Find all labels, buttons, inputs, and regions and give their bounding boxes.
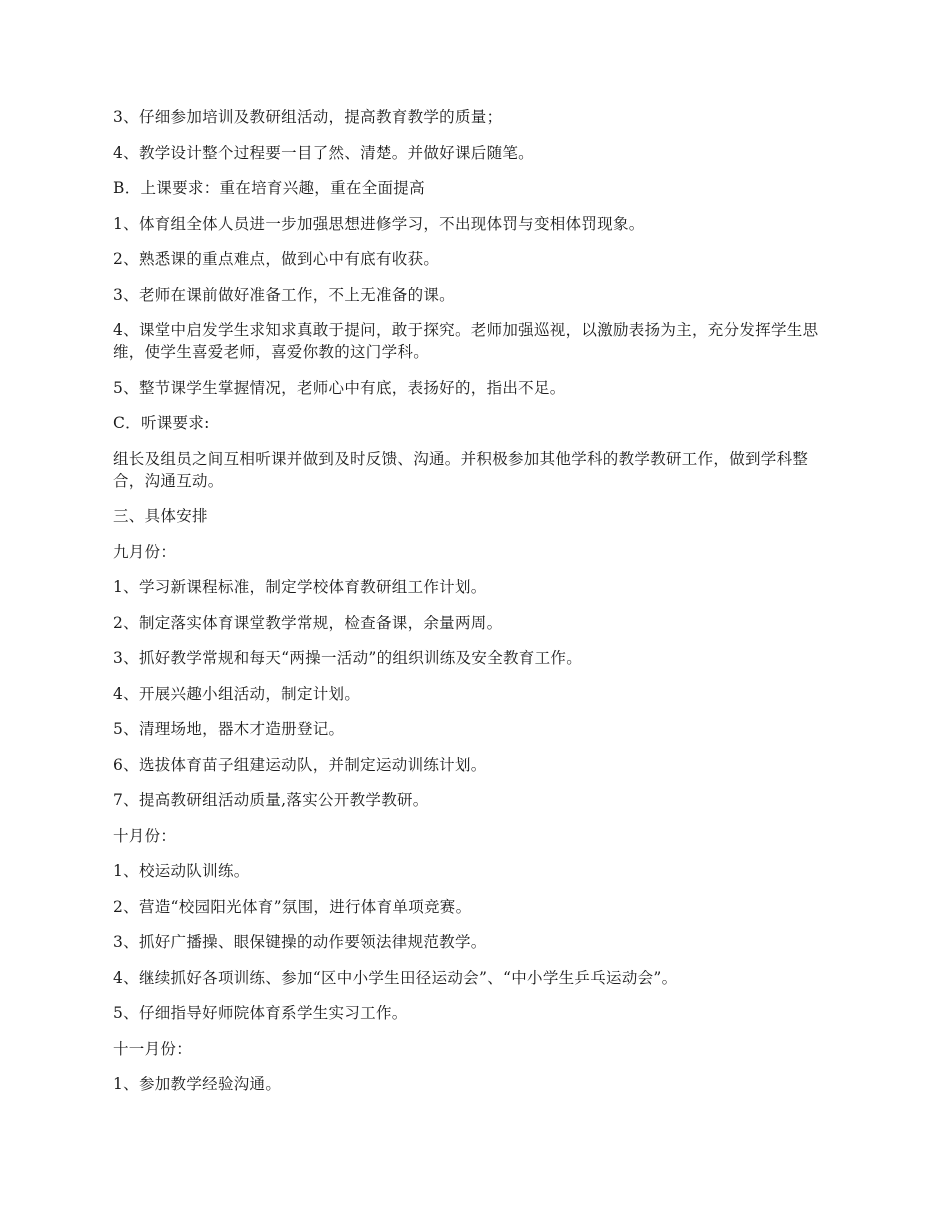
document-page bbox=[113, 106, 838, 1109]
paragraph-7: 4、课堂中启发学生求知求真敢于提问，敢于探究。老师加强巡视，以激励表扬为主，充分发挥学生思维，使学生喜爱老师，喜爱你教的这门学科。 bbox=[113, 321, 819, 361]
section-heading-c: C．听课要求: bbox=[113, 414, 210, 432]
section-heading-3: 三、具体安排 bbox=[113, 507, 208, 525]
paragraph-22: 2、营造“校园阳光体育”氛围，进行体育单项竞赛。 bbox=[113, 897, 472, 916]
paragraph-8: 5、整节课学生掌握情况，老师心中有底，表扬好的，指出不足。 bbox=[113, 378, 566, 397]
month-heading-november: 十一月份： bbox=[113, 1039, 193, 1058]
paragraph-16: 4、开展兴趣小组活动，制定计划。 bbox=[113, 684, 361, 703]
paragraph-27: 1、参加教学经验沟通。 bbox=[113, 1075, 282, 1093]
paragraph-13: 1、学习新课程标准，制定学校体育教研组工作计划。 bbox=[113, 578, 487, 596]
paragraph-17: 5、清理场地，器木才造册登记。 bbox=[113, 720, 345, 738]
section-heading-b: B．上课要求：重在培育兴趣，重在全面提高 bbox=[113, 179, 425, 197]
paragraph-21: 1、校运动队训练。 bbox=[113, 862, 250, 880]
paragraph-18: 6、选拔体育苗子组建运动队，并制定运动训练计划。 bbox=[113, 755, 487, 774]
paragraph-19: 7、提高教研组活动质量,落实公开教学教研。 bbox=[113, 791, 429, 809]
paragraph-25: 5、仔细指导好师院体育系学生实习工作。 bbox=[113, 1004, 408, 1022]
paragraph-5: 2、熟悉课的重点难点，做到心中有底有收获。 bbox=[113, 250, 440, 268]
month-heading-september: 九月份： bbox=[113, 542, 177, 561]
paragraph-4: 1、体育组全体人员进一步加强思想进修学习，不出现体罚与变相体罚现象。 bbox=[113, 214, 645, 233]
paragraph-23: 3、抓好广播操、眼保键操的动作要领法律规范教学。 bbox=[113, 933, 487, 951]
paragraph-1: 3、仔细参加培训及教研组活动，提高教育教学的质量； bbox=[113, 108, 503, 126]
paragraph-10: 组长及组员之间互相听课并做到及时反馈、沟通。并积极参加其他学科的教学教研工作，做到学科整合，沟通互动。 bbox=[113, 449, 809, 490]
paragraph-6: 3、老师在课前做好准备工作，不上无准备的课。 bbox=[113, 285, 455, 304]
paragraph-14: 2、制定落实体育课堂教学常规，检查备课，余量两周。 bbox=[113, 613, 503, 632]
paragraph-2: 4、教学设计整个过程要一目了然、清楚。并做好课后随笔。 bbox=[113, 143, 534, 162]
paragraph-15: 3、抓好教学常规和每天“两操一活动”的组织训练及安全教育工作。 bbox=[113, 649, 583, 667]
paragraph-24: 4、继续抓好各项训练、参加“区中小学生田径运动会”、“中小学生乒乓运动会”。 bbox=[113, 968, 678, 987]
month-heading-october: 十月份： bbox=[113, 826, 177, 845]
